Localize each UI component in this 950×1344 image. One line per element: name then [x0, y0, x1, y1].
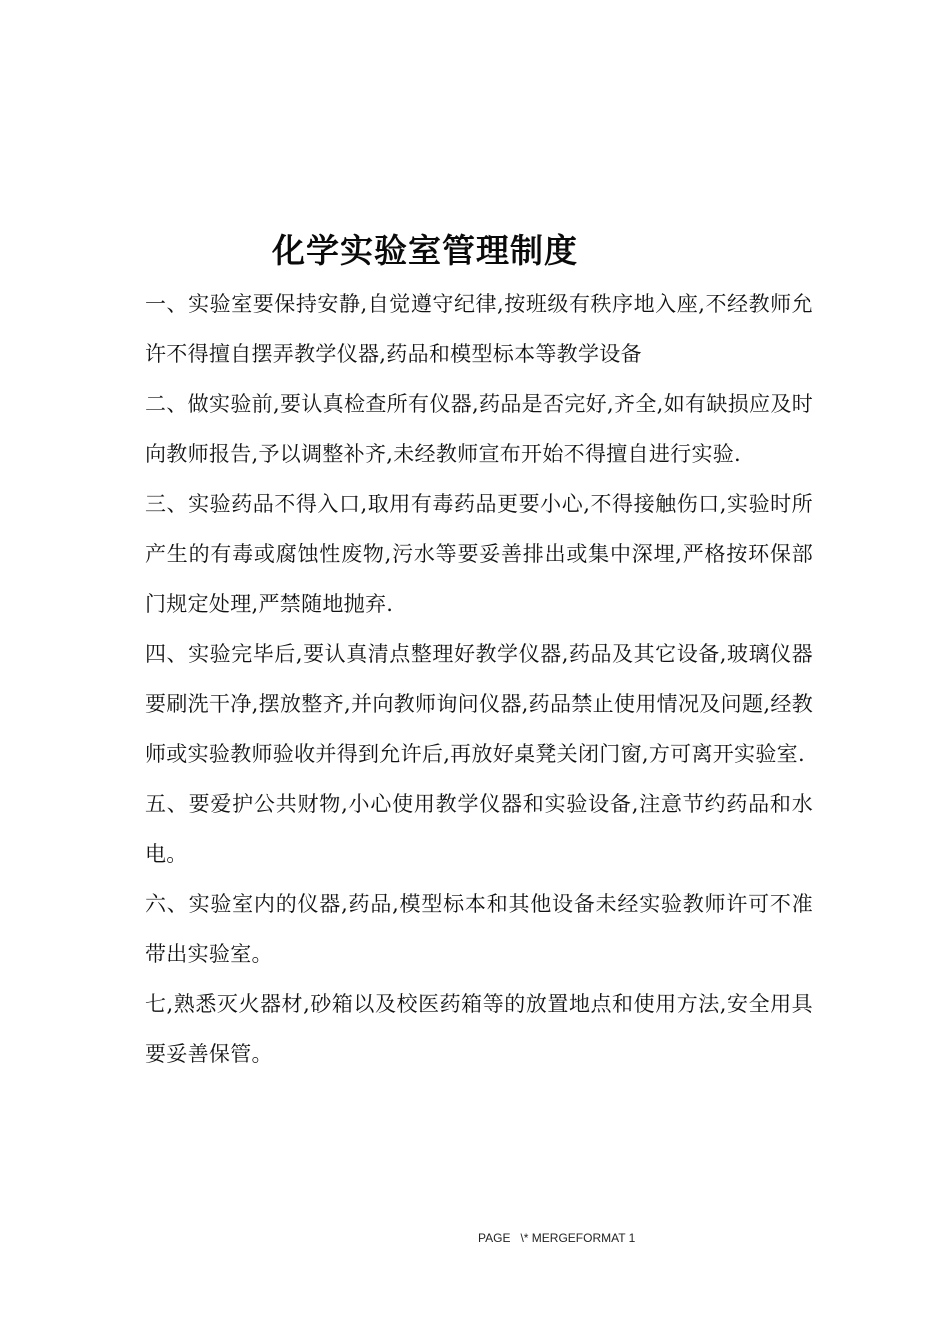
rule-paragraph-2: 二、做实验前,要认真检查所有仪器,药品是否完好,齐全,如有缺损应及时向教师报告,予以调整补齐,未经教师宣布开始不得擅自进行实验.: [145, 392, 813, 466]
rule-paragraph-4: 四、实验完毕后,要认真清点整理好教学仪器,药品及其它设备,玻璃仪器要刷洗干净,摆放整齐,并向教师询问仪器,药品禁止使用情况及问题,经教师或实验教师验收并得到允许后,再放好桌凳关闭门窗,方可离开实验室.: [145, 642, 813, 766]
rule-paragraph-5: 五、要爱护公共财物,小心使用教学仪器和实验设备,注意节约药品和水电。: [145, 792, 813, 866]
rule-paragraph-1: 一、实验室要保持安静,自觉遵守纪律,按班级有秩序地入座,不经教师允许不得擅自摆弄教学仪器,药品和模型标本等教学设备: [145, 292, 813, 366]
document-title: 化学实验室管理制度: [272, 231, 578, 270]
document-body: [145, 279, 813, 1079]
rule-paragraph-7: 七,熟悉灭火器材,砂箱以及校医药箱等的放置地点和使用方法,安全用具要妥善保管。: [145, 992, 813, 1066]
page-footer-field: PAGE \* MERGEFORMAT 1: [478, 1231, 636, 1245]
rule-paragraph-6: 六、实验室内的仪器,药品,模型标本和其他设备未经实验教师许可不准带出实验室。: [145, 892, 813, 966]
rule-paragraph-3: 三、实验药品不得入口,取用有毒药品更要小心,不得接触伤口,实验时所产生的有毒或腐蚀性废物,污水等要妥善排出或集中深埋,严格按环保部门规定处理,严禁随地抛弃.: [145, 492, 813, 616]
